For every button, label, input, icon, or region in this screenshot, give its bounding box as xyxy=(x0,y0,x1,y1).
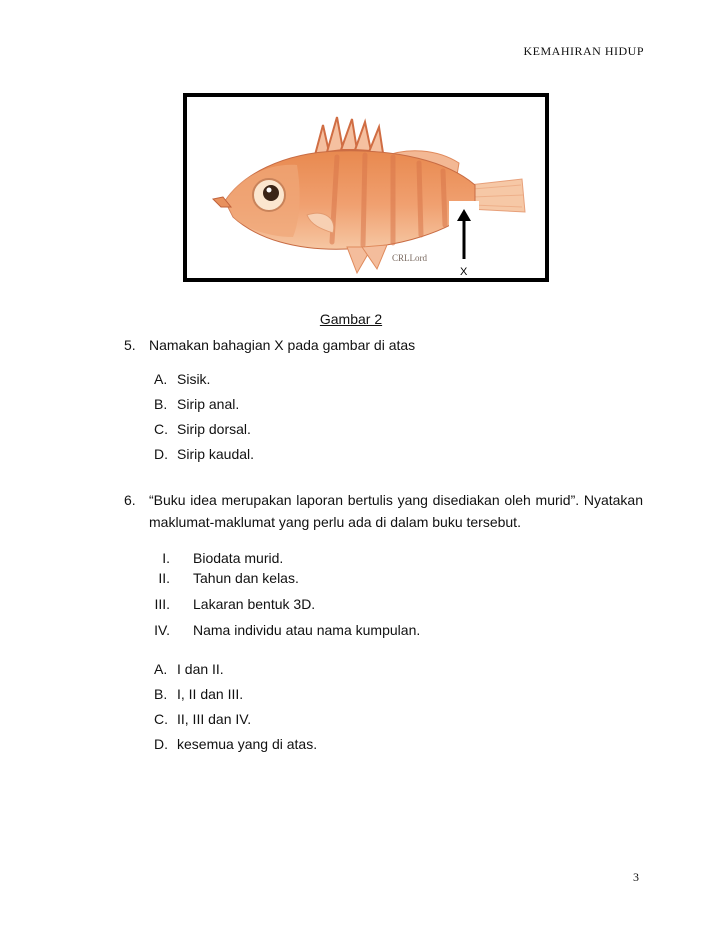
option-text: kesemua yang di atas. xyxy=(177,736,318,752)
question-5 xyxy=(0,337,728,357)
pointer-label: X xyxy=(460,266,468,278)
statement-text: Biodata murid. xyxy=(193,550,284,566)
figure-frame xyxy=(183,93,549,282)
option-text: I, II dan III. xyxy=(177,686,244,702)
option-text: Sirip dorsal. xyxy=(177,421,251,437)
option-text: Sisik. xyxy=(177,371,211,387)
watermark: CRLLord xyxy=(392,253,427,263)
option-letter: A. xyxy=(154,371,168,387)
option-text: Sirip kaudal. xyxy=(177,446,255,462)
statement-text: Nama individu atau nama kumpulan. xyxy=(193,622,421,638)
statement-numeral: I. xyxy=(162,550,170,566)
statement-text: Lakaran bentuk 3D. xyxy=(193,596,316,612)
option-letter: B. xyxy=(154,686,168,702)
option-text: II, III dan IV. xyxy=(177,711,252,727)
option-text: Sirip anal. xyxy=(177,396,240,412)
dorsal-fin xyxy=(315,117,383,155)
fish-illustration xyxy=(187,97,545,278)
question-text: “Buku idea merupakan laporan bertulis yang disediakan oleh murid”. Nyatakan maklumat-maklumat yang perlu ada di dalam buku tersebut. xyxy=(149,492,643,530)
figure-caption: Gambar 2 xyxy=(319,311,383,327)
question-text: Namakan bahagian X pada gambar di atas xyxy=(149,337,416,353)
question-number: 5. xyxy=(124,337,136,353)
statement-numeral: IV. xyxy=(154,622,170,638)
option-text: I dan II. xyxy=(177,661,224,677)
option-letter: A. xyxy=(154,661,168,677)
option-letter: D. xyxy=(154,736,168,752)
statement-text: Tahun dan kelas. xyxy=(193,570,299,586)
question-number: 6. xyxy=(124,492,136,508)
page-number: 3 xyxy=(633,870,639,884)
option-letter: D. xyxy=(154,446,168,462)
option-letter: C. xyxy=(154,421,168,437)
option-letter: C. xyxy=(154,711,168,727)
statement-numeral: III. xyxy=(154,596,170,612)
page-header: KEMAHIRAN HIDUP xyxy=(523,44,644,58)
statement-numeral: II. xyxy=(158,570,170,586)
option-letter: B. xyxy=(154,396,168,412)
